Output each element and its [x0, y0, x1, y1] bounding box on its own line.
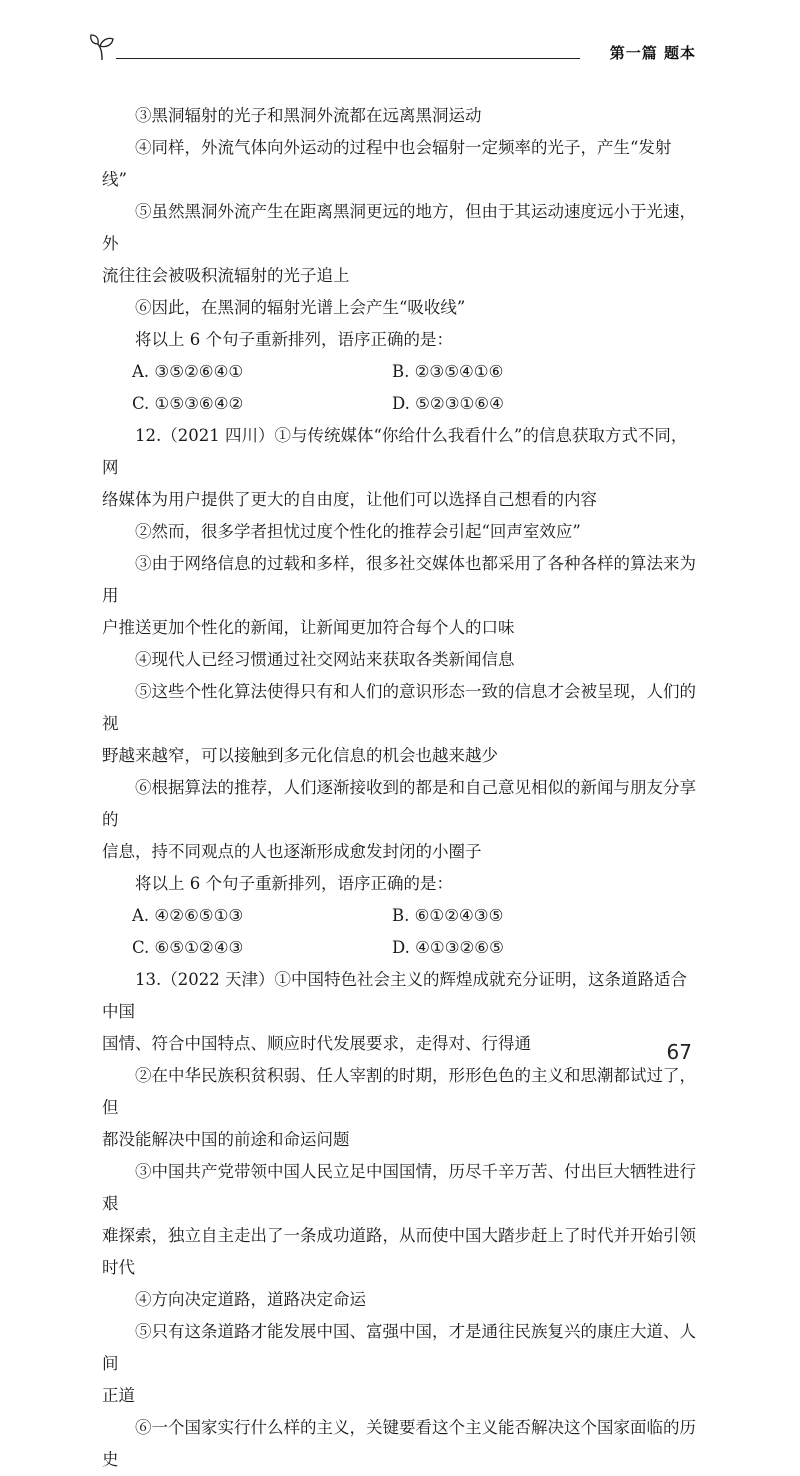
paragraph-line: 13.（2022 天津）①中国特色社会主义的辉煌成就充分证明，这条道路适合中国	[102, 970, 687, 1021]
paragraph-continuation: 野越来越窄，可以接触到多元化信息的机会也越来越少	[102, 746, 498, 765]
answer-option: D. ⑤②③①⑥④	[392, 394, 504, 413]
paragraph-line: ③黑洞辐射的光子和黑洞外流都在远离黑洞运动	[135, 106, 482, 125]
paragraph-line: ③中国共产党带领中国人民立足中国国情，历尽千辛万苦、付出巨大牺牲进行艰	[102, 1162, 696, 1213]
page-content	[102, 100, 696, 1476]
paragraph-continuation: 时代	[102, 1258, 135, 1277]
answer-option: B. ②③⑤④①⑥	[392, 362, 504, 381]
paragraph-continuation: 络媒体为用户提供了更大的自由度，让他们可以选择自己想看的内容	[102, 490, 597, 509]
section-title: 第一篇 题本	[609, 44, 696, 62]
paragraph-line: ⑤这些个性化算法使得只有和人们的意识形态一致的信息才会被呈现，人们的视	[102, 682, 696, 733]
paragraph-continuation: 户推送更加个性化的新闻，让新闻更加符合每个人的口味	[102, 618, 515, 637]
paragraph-line: ④方向决定道路，道路决定命运	[135, 1290, 366, 1309]
paragraph-line: ④现代人已经习惯通过社交网站来获取各类新闻信息	[135, 650, 515, 669]
paragraph-continuation: 流往往会被吸积流辐射的光子追上	[102, 266, 350, 285]
paragraph-line: ⑤只有这条道路才能发展中国、富强中国，才是通往民族复兴的康庄大道、人间	[102, 1322, 696, 1373]
option-row	[102, 388, 696, 420]
answer-option: D. ④①③②⑥⑤	[392, 938, 504, 957]
answer-option: A. ③⑤②⑥④①	[132, 362, 244, 381]
paragraph-continuation: 信息，持不同观点的人也逐渐形成愈发封闭的小圈子	[102, 842, 482, 861]
paragraph-line: 将以上 6 个句子重新排列，语序正确的是：	[135, 874, 453, 893]
paragraph-continuation: 都没能解决中国的前途和命运问题	[102, 1130, 350, 1149]
option-row	[102, 900, 696, 932]
paragraph-line: ③由于网络信息的过载和多样，很多社交媒体也都采用了各种各样的算法来为用	[102, 554, 696, 605]
paragraph-line: ⑤虽然黑洞外流产生在距离黑洞更远的地方，但由于其运动速度远小于光速，外	[102, 202, 696, 253]
option-row	[102, 356, 696, 388]
sprout-leaf-icon	[88, 32, 116, 62]
answer-option: C. ⑥⑤①②④③	[132, 938, 244, 957]
paragraph-continuation: 难探索，独立自主走出了一条成功道路，从而使中国大踏步赶上了时代并开始引领	[102, 1226, 696, 1245]
answer-option: C. ①⑤③⑥④②	[132, 394, 244, 413]
paragraph-line: ⑥因此，在黑洞的辐射光谱上会产生“吸收线”	[135, 298, 466, 317]
paragraph-line: 将以上 6 个句子重新排列，语序正确的是：	[135, 330, 453, 349]
paragraph-line: ⑥一个国家实行什么样的主义，关键要看这个主义能否解决这个国家面临的历史	[102, 1418, 696, 1469]
paragraph-line: ②在中华民族积贫积弱、任人宰割的时期，形形色色的主义和思潮都试过了，但	[102, 1066, 696, 1117]
paragraph-line: ④同样，外流气体向外运动的过程中也会辐射一定频率的光子，产生“发射线”	[102, 138, 672, 189]
paragraph-line: ⑥根据算法的推荐，人们逐渐接收到的都是和自己意见相似的新闻与朋友分享的	[102, 778, 696, 829]
paragraph-continuation: 国情、符合中国特点、顺应时代发展要求，走得对、行得通	[102, 1034, 531, 1053]
paragraph-continuation: 正道	[102, 1386, 135, 1405]
option-row	[102, 932, 696, 964]
answer-option: B. ⑥①②④③⑤	[392, 906, 504, 925]
page-header	[88, 28, 698, 68]
paragraph-line: ②然而，很多学者担忧过度个性化的推荐会引起“回声室效应”	[135, 522, 581, 541]
header-rule	[116, 58, 580, 59]
paragraph-line: 12.（2021 四川）①与传统媒体“你给什么我看什么”的信息获取方式不同，网	[102, 426, 688, 477]
page-number: 67	[666, 1040, 692, 1064]
answer-option: A. ④②⑥⑤①③	[132, 906, 244, 925]
